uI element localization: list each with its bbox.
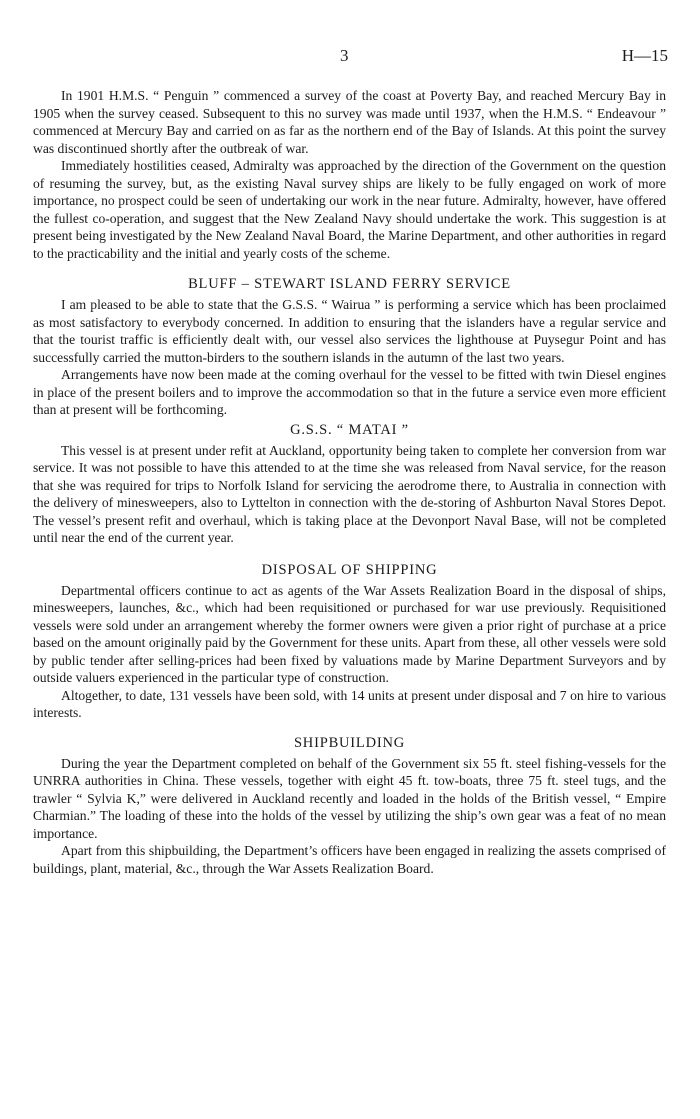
matai-section <box>33 421 666 547</box>
paragraph: This vessel is at present under refit at Auckland, opportunity being taken to complete her conversion from war service. It was not possible to have this attended to at the time she was released from Naval service, for the reason that she was required for trips to Norfolk Island for servicing the aerodrome there, to Australia in connection with the delivery of minesweepers, also to Lyttelton in connection with the de-storing of Ashburton Naval Stores Depot. The vessel’s present refit and overhaul, which is taking place at the Devonport Naval Base, will not be completed until near the end of the current year. <box>33 442 666 545</box>
paragraph: Altogether, to date, 131 vessels have been sold, with 14 units at present under disposal and 7 on hire to various interests. <box>33 687 666 720</box>
paragraph: Apart from this shipbuilding, the Department’s officers have been engaged in realizing the assets comprised of buildings, plant, material, &c., through the War Assets Realization Board. <box>33 843 666 876</box>
paragraph: Departmental officers continue to act as agents of the War Assets Realization Board in the disposal of ships, minesweepers, launches, &c., which had been requisitioned or purchased for war use previously. Requisitioned vessels were sold under an arrangement whereby the former owners were given a prior right of purchase at a price based on the amount originally paid by the Government for these units. Apart from these, all other vessels were sold by public tender after selling-prices had been fixed by valuations made by Marine Department Surveyors and by outside valuers experienced in the particular type of construction. <box>33 582 666 685</box>
document-reference: H—15 <box>621 46 668 65</box>
paragraph: Immediately hostilities ceased, Admiralty was approached by the direction of the Government on the question of resuming the survey, but, as the existing Naval survey ships are likely to be fully engaged on work of more importance, no prospect could be seen of undertaking our work in the near future. Admiralty, however, have offered the fullest co-operation, and suggest that the New Zealand Navy should undertake the work. This suggestion is at present being investigated by the New Zealand Naval Board, the Marine Department, and other authorities in regard to the practicability and the initial and yearly costs of the scheme. <box>33 158 666 261</box>
paragraph: Arrangements have now been made at the coming overhaul for the vessel to be fitted with twin Diesel engines in place of the present boilers and to improve the accommodation so that in the future a service even more efficient than at present will be forthcoming. <box>33 367 666 417</box>
section-heading: SHIPBUILDING <box>293 734 406 751</box>
page-number: 3 <box>340 46 349 65</box>
shipbuilding-section <box>33 734 666 878</box>
survey-section <box>33 87 666 262</box>
paragraph: In 1901 H.M.S. “ Penguin ” commenced a survey of the coast at Poverty Bay, and reached Mercury Bay in 1905 when the survey ceased. Subsequent to this no survey was made until 1937, when the H.M.S. “ Endeavour ” commenced at Mercury Bay and carried on as far as the northern end of the Bay of Islands. At this point the survey was discontinued shortly after the outbreak of war. <box>33 88 666 156</box>
section-heading: BLUFF – STEWART ISLAND FERRY SERVICE <box>188 276 511 292</box>
disposal-section <box>33 561 666 722</box>
page-header <box>0 46 700 72</box>
paragraph: I am pleased to be able to state that the G.S.S. “ Wairua ” is performing a service which has been proclaimed as most satisfactory to everybody concerned. In addition to ensuring that the islanders have a regular service and that the tourist traffic is efficiently dealt with, our vessel also services the lighthouse at Puysegur Point and has successfully carried the mutton-birders to the southern islands in the autumn of the last two years. <box>33 297 666 365</box>
bluff-ferry-section <box>33 275 666 419</box>
section-heading: G.S.S. “ MATAI ” <box>290 421 409 438</box>
page-body <box>33 87 666 877</box>
section-heading: DISPOSAL OF SHIPPING <box>261 561 438 578</box>
paragraph: During the year the Department completed on behalf of the Government six 55 ft. steel fishing-vessels for the UNRRA authorities in China. These vessels, together with eight 45 ft. tow-boats, three 75 ft. steel tugs, and the trawler “ Sylvia K,” were delivered in Auckland recently and loaded in the holds of the British vessel, “ Empire Charmian.” The loading of these into the holds of the vessel by utilizing the ship’s own gear was a feat of no mean importance. <box>33 755 666 841</box>
